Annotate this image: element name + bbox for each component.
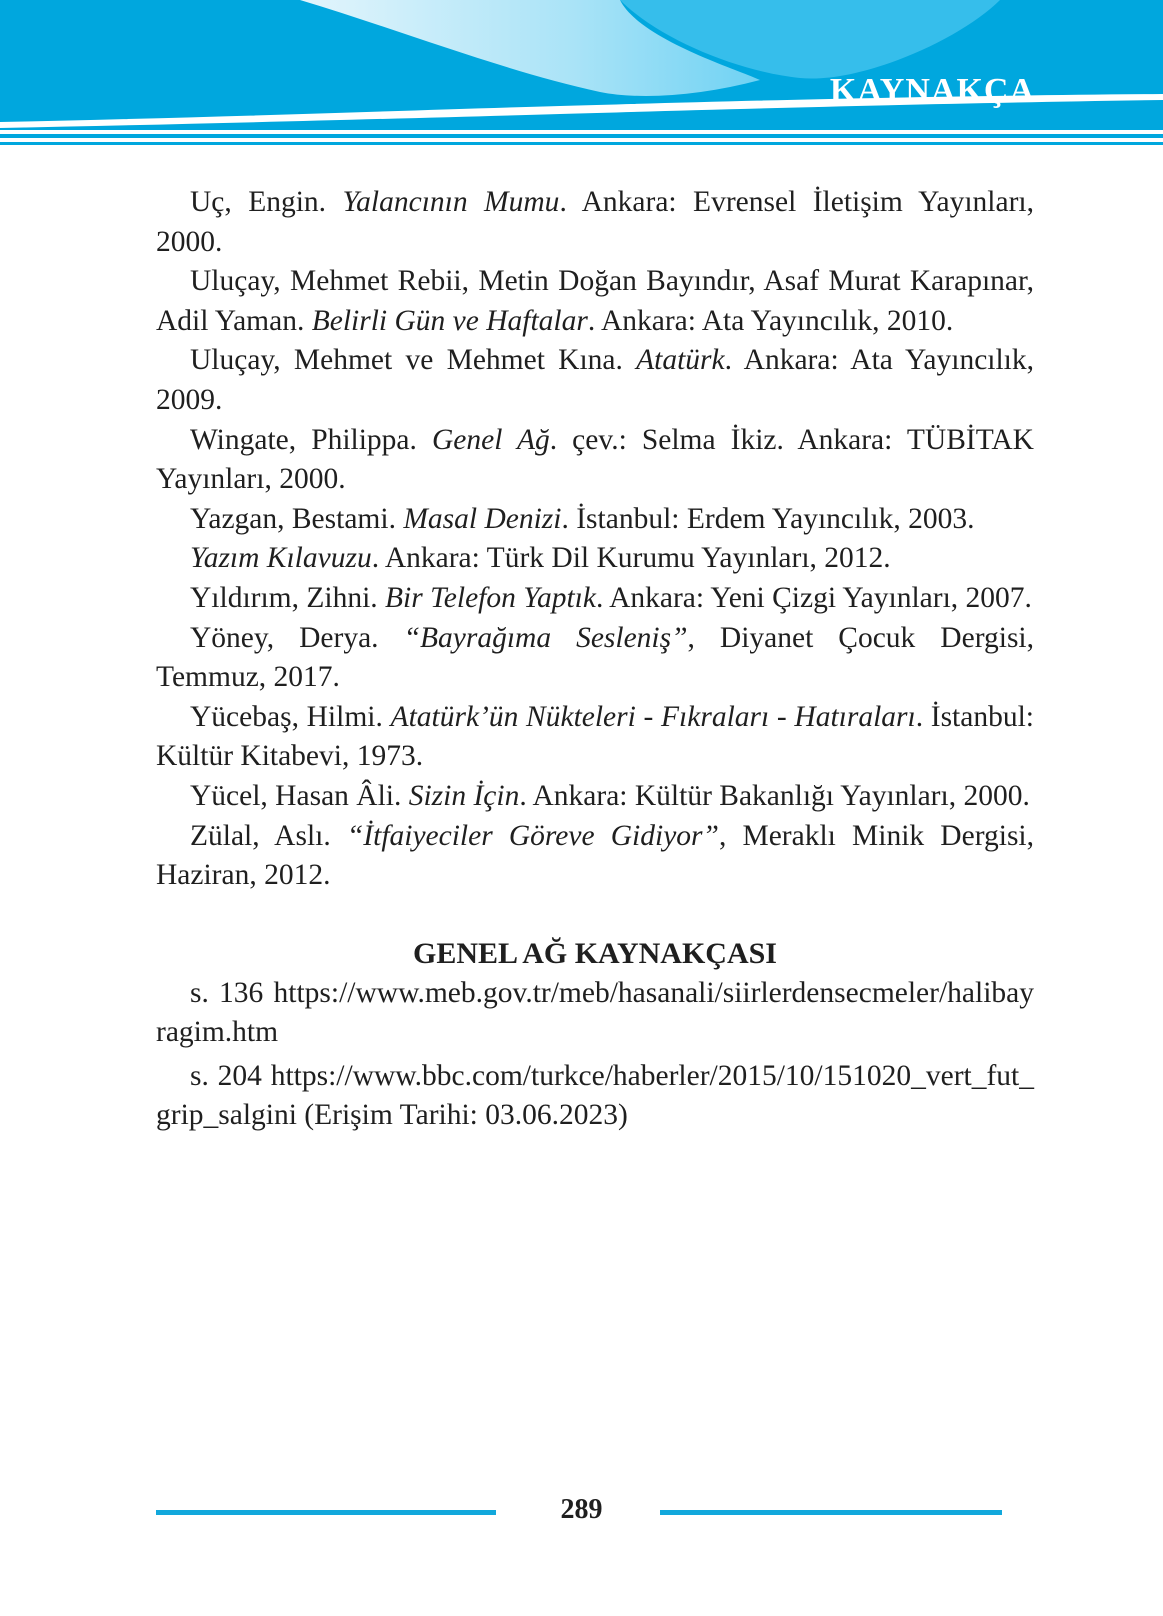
web-source-entry: s. 136 https://www.meb.gov.tr/meb/hasanali/siirlerdensecmeler/halibayragim.htm bbox=[156, 976, 1034, 1049]
page-title: KAYNAKÇA bbox=[829, 72, 1035, 109]
page-header bbox=[0, 0, 1163, 170]
page-number: 289 bbox=[560, 1494, 603, 1525]
reference-entry: Wingate, Philippa. Genel Ağ. çev.: Selma İkiz. Ankara: TÜBİTAK Yayınları, 2000. bbox=[156, 423, 1034, 496]
reference-entry: Uç, Engin. Yalancının Mumu. Ankara: Evrensel İletişim Yayınları, 2000. bbox=[156, 186, 1034, 258]
reference-entry: Yücebaş, Hilmi. Atatürk’ün Nükteleri - Fıkraları - Hatıraları. İstanbul: Kültür Kitabevi, 1973. bbox=[156, 700, 1034, 773]
reference-entry: Zülal, Aslı. “İtfaiyeciler Göreve Gidiyor”, Meraklı Minik Dergisi, Haziran, 2012. bbox=[156, 819, 1034, 892]
reference-entry: Yöney, Derya. “Bayrağıma Sesleniş”, Diyanet Çocuk Dergisi, Temmuz, 2017. bbox=[156, 621, 1034, 694]
reference-entry: Uluçay, Mehmet Rebii, Metin Doğan Bayındır, Asaf Murat Karapınar, Adil Yaman. Belirli Gün ve Haftalar. Ankara: Ata Yayıncılık, 2010. bbox=[156, 265, 1034, 337]
web-sources-heading: GENEL AĞ KAYNAKÇASI bbox=[413, 936, 777, 970]
reference-entry: Yücel, Hasan Âli. Sizin İçin. Ankara: Kültür Bakanlığı Yayınları, 2000. bbox=[190, 779, 1030, 812]
reference-entry: Yıldırım, Zihni. Bir Telefon Yaptık. Ankara: Yeni Çizgi Yayınları, 2007. bbox=[190, 581, 1032, 614]
reference-entry: Yazgan, Bestami. Masal Denizi. İstanbul: Erdem Yayıncılık, 2003. bbox=[190, 502, 975, 535]
reference-entry: Uluçay, Mehmet ve Mehmet Kına. Atatürk. Ankara: Ata Yayıncılık, 2009. bbox=[156, 344, 1035, 416]
web-source-entry: s. 204 https://www.bbc.com/turkce/haberler/2015/10/151020_vert_fut_grip_salgini (Erişim Tarihi: 03.06.2023) bbox=[156, 1059, 1034, 1132]
bibliography bbox=[156, 183, 1034, 1136]
reference-entry: Yazım Kılavuzu. Ankara: Türk Dil Kurumu Yayınları, 2012. bbox=[190, 542, 891, 575]
